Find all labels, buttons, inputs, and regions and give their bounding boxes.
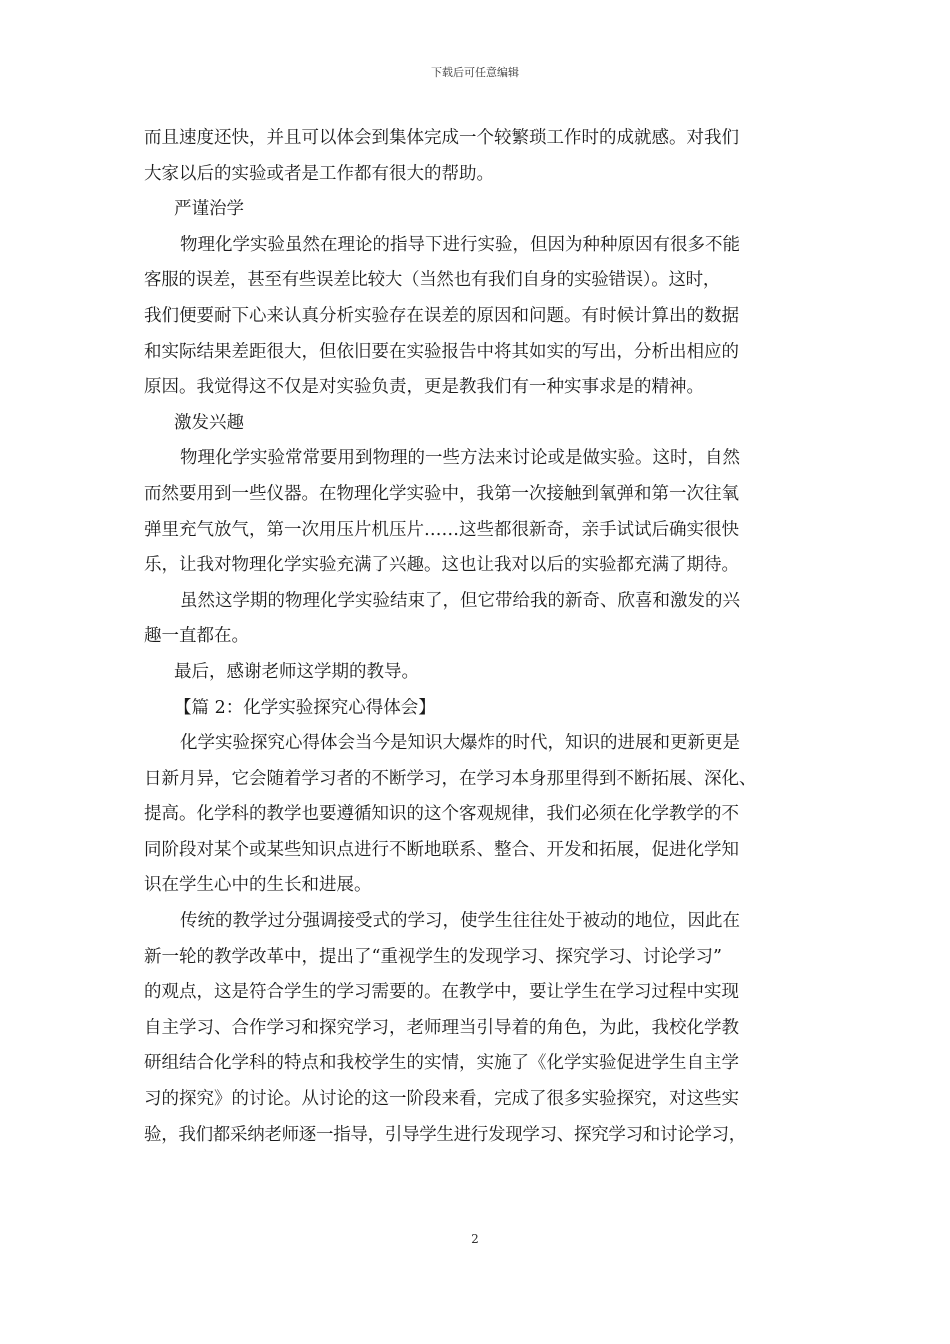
text-line: 同阶段对某个或某些知识点进行不断地联系、整合、开发和拓展，促进化学知 <box>144 839 739 860</box>
text-line: 验，我们都采纳老师逐一指导，引导学生进行发现学习、探究学习和讨论学习， <box>144 1124 746 1145</box>
text-line: 研组结合化学科的特点和我校学生的实情，实施了《化学实验促进学生自主学 <box>144 1053 739 1074</box>
text-line: 的观点，这是符合学生的学习需要的。在教学中，要让学生在学习过程中实现 <box>144 982 739 1003</box>
text-line: 新一轮的教学改革中，提出了“重视学生的发现学习、探究学习、讨论学习” <box>144 946 722 967</box>
text-line: 提高。化学科的教学也要遵循知识的这个客观规律，我们必须在化学教学的不 <box>144 804 739 825</box>
section-heading: 严谨治学 <box>174 199 244 220</box>
text-line: 识在学生心中的生长和进展。 <box>144 875 372 896</box>
text-line: 弹里充气放气，第一次用压片机压片……这些都很新奇，亲手试试后确实很快 <box>144 519 739 540</box>
text-line: 最后，感谢老师这学期的教导。 <box>174 661 419 682</box>
page-number: 2 <box>471 1232 479 1246</box>
text-line: 和实际结果差距很大，但依旧要在实验报告中将其如实的写出，分析出相应的 <box>144 341 739 362</box>
text-line: 传统的教学过分强调接受式的学习，使学生往往处于被动的地位，因此在 <box>180 911 740 932</box>
text-line: 原因。我觉得这不仅是对实验负责，更是教我们有一种实事求是的精神。 <box>144 377 704 398</box>
text-line: 自主学习、合作学习和探究学习，老师理当引导着的角色，为此，我校化学教 <box>144 1017 739 1038</box>
text-line: 趣一直都在。 <box>144 626 249 647</box>
text-line: 物理化学实验虽然在理论的指导下进行实验，但因为种种原因有很多不能 <box>180 234 740 255</box>
section-heading: 【篇 2：化学实验探究心得体会】 <box>174 697 436 718</box>
text-line: 而然要用到一些仪器。在物理化学实验中，我第一次接触到氧弹和第一次往氧 <box>144 483 739 504</box>
text-line: 我们便要耐下心来认真分析实验存在误差的原因和问题。有时候计算出的数据 <box>144 305 739 326</box>
text-line: 乐，让我对物理化学实验充满了兴趣。这也让我对以后的实验都充满了期待。 <box>144 555 739 576</box>
text-line: 虽然这学期的物理化学实验结束了，但它带给我的新奇、欣喜和激发的兴 <box>180 590 740 611</box>
text-line: 而且速度还快，并且可以体会到集体完成一个较繁琐工作时的成就感。对我们 <box>144 128 739 148</box>
document-body <box>144 121 812 1153</box>
text-line: 客服的误差，甚至有些误差比较大（当然也有我们自身的实验错误）。这时， <box>144 270 721 291</box>
text-line: 物理化学实验常常要用到物理的一些方法来讨论或是做实验。这时，自然 <box>180 448 740 469</box>
text-line: 习的探究》的讨论。从讨论的这一阶段来看，完成了很多实验探究，对这些实 <box>144 1089 739 1110</box>
section-heading: 激发兴趣 <box>174 412 244 433</box>
text-line: 化学实验探究心得体会当今是知识大爆炸的时代，知识的进展和更新更是 <box>180 733 740 754</box>
page-header: 下载后可任意编辑 <box>431 66 519 79</box>
text-line: 日新月异，它会随着学习者的不断学习，在学习本身那里得到不断拓展、深化、 <box>144 768 757 789</box>
text-line: 大家以后的实验或者是工作都有很大的帮助。 <box>144 163 494 184</box>
